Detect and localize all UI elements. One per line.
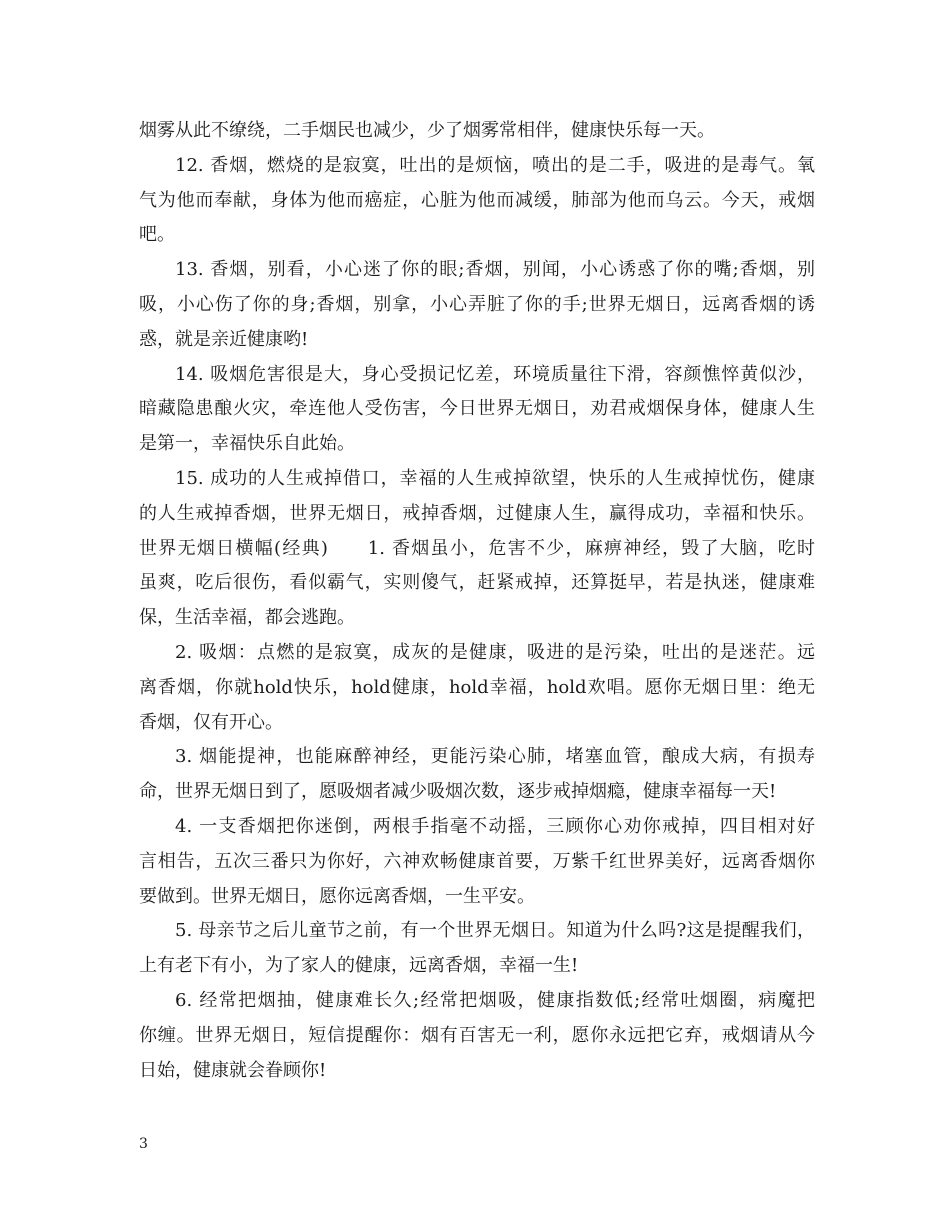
text-line: 命，世界无烟日到了，愿吸烟者减少吸烟次数，逐步戒掉烟瘾，健康幸福每一天! (139, 781, 777, 803)
text-line: 13. 香烟，别看，小心迷了你的眼;香烟，别闻，小心诱惑了你的嘴;香烟，别 (175, 259, 815, 281)
text-line: 14. 吸烟危害很是大，身心受损记忆差，环境质量往下滑，容颜憔悴黄似沙， (175, 363, 815, 385)
text-line: 是第一，幸福快乐自此始。 (139, 433, 355, 455)
text-line: 香烟，仅有开心。 (139, 711, 283, 733)
text-line: 要做到。世界无烟日，愿你远离香烟，一生平安。 (139, 885, 535, 907)
text-line: 惑，就是亲近健康哟! (139, 328, 309, 350)
text-line: 2. 吸烟：点燃的是寂寞，成灰的是健康，吸进的是污染，吐出的是迷茫。远 (175, 641, 815, 663)
text-line: 暗藏隐患酿火灾，牵连他人受伤害，今日世界无烟日，劝君戒烟保身体，健康人生 (139, 398, 815, 420)
body-text (139, 114, 815, 1088)
text-line: 吸，小心伤了你的身;香烟，别拿，小心弄脏了你的手;世界无烟日，远离香烟的诱 (139, 293, 815, 315)
text-line: 12. 香烟，燃烧的是寂寞，吐出的是烦恼，喷出的是二手，吸进的是毒气。氧 (175, 154, 815, 176)
text-line: 保，生活幸福，都会逃跑。 (139, 607, 355, 629)
text-line: 日始，健康就会眷顾你! (139, 1059, 327, 1081)
text-line: 15. 成功的人生戒掉借口，幸福的人生戒掉欲望，快乐的人生戒掉忧伤，健康 (175, 467, 815, 489)
page-number: 3 (139, 1136, 148, 1152)
text-line: 6. 经常把烟抽，健康难长久;经常把烟吸，健康指数低;经常吐烟圈，病魔把 (175, 989, 815, 1011)
text-line: 5. 母亲节之后儿童节之前，有一个世界无烟日。知道为什么吗?这是提醒我们， (175, 920, 815, 942)
text-line: 烟雾从此不缭绕，二手烟民也减少，少了烟雾常相伴，健康快乐每一天。 (139, 120, 715, 141)
text-line: 吧。 (139, 224, 175, 246)
text-line: 世界无烟日横幅(经典) 1. 香烟虽小，危害不少，麻痹神经，毁了大脑，吃时 (139, 537, 815, 559)
text-line: 上有老下有小，为了家人的健康，远离香烟，幸福一生! (139, 955, 579, 977)
text-line: 虽爽，吃后很伤，看似霸气，实则傻气，赶紧戒掉，还算挺早，若是执迷，健康难 (139, 572, 815, 594)
text-line: 离香烟，你就hold快乐，hold健康，hold幸福，hold欢唱。愿你无烟日里：绝无 (139, 676, 815, 698)
text-line: 的人生戒掉香烟，世界无烟日，戒掉香烟，过健康人生，赢得成功，幸福和快乐。 (139, 502, 815, 524)
text-line: 气为他而奉献，身体为他而癌症，心脏为他而减缓，肺部为他而乌云。今天，戒烟 (139, 189, 815, 211)
text-line: 4. 一支香烟把你迷倒，两根手指毫不动摇，三顾你心劝你戒掉，四目相对好 (175, 815, 815, 837)
text-line: 言相告，五次三番只为你好，六神欢畅健康首要，万紫千红世界美好，远离香烟你 (139, 850, 815, 872)
text-line: 3. 烟能提神，也能麻醉神经，更能污染心肺，堵塞血管，酿成大病，有损寿 (175, 746, 815, 768)
text-line: 你缠。世界无烟日，短信提醒你：烟有百害无一利，愿你永远把它弃，戒烟请从今 (139, 1024, 815, 1046)
